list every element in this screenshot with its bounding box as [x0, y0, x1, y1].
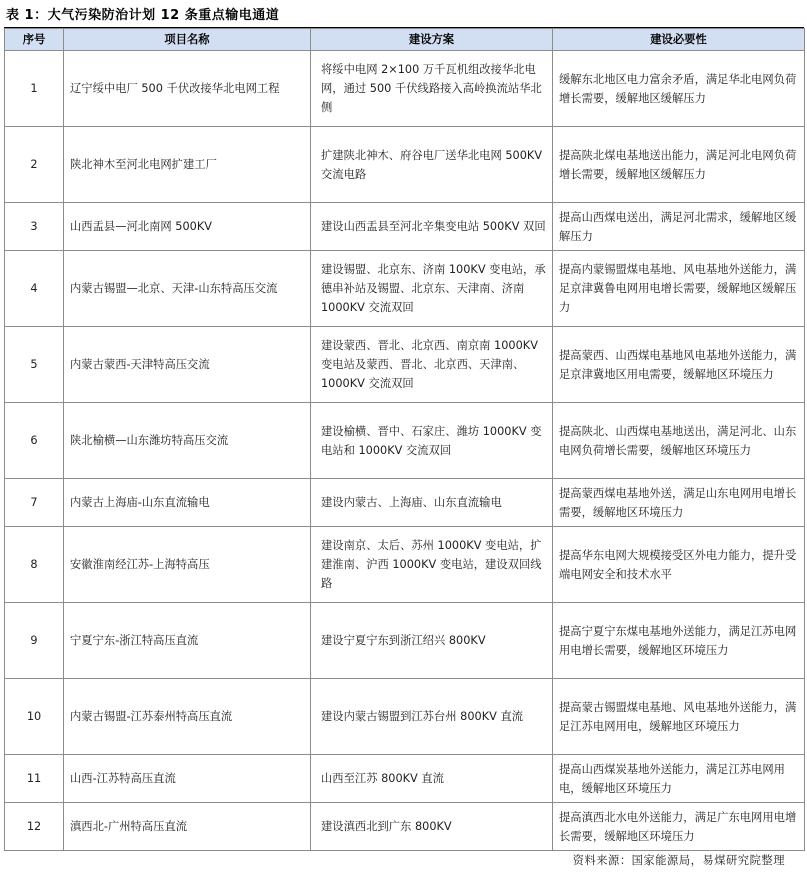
row-name: 山西盂县—河北南网 500KV [64, 203, 311, 251]
transmission-table [4, 28, 805, 851]
row-plan: 建设山西盂县至河北辛集变电站 500KV 双回 [311, 203, 553, 251]
row-plan: 建设内蒙古锡盟到江苏台州 800KV 直流 [311, 679, 553, 755]
row-reason: 提高宁夏宁东煤电基地外送能力，满足江苏电网用电增长需要，缓解地区环境压力 [553, 603, 805, 679]
row-reason: 提高内蒙锡盟煤电基地、风电基地外送能力，满足京津冀鲁电网用电增长需要，缓解地区缓解压力 [553, 251, 805, 327]
row-name: 滇西北-广州特高压直流 [64, 803, 311, 851]
row-name: 山西-江苏特高压直流 [64, 755, 311, 803]
row-name: 宁夏宁东-浙江特高压直流 [64, 603, 311, 679]
table-row [5, 603, 805, 679]
row-reason: 缓解东北地区电力富余矛盾，满足华北电网负荷增长需要，缓解地区缓解压力 [553, 51, 805, 127]
row-reason: 提高山西煤电送出，满足河北需求，缓解地区缓解压力 [553, 203, 805, 251]
row-index: 3 [5, 203, 64, 251]
header-row [5, 29, 805, 51]
table-row [5, 403, 805, 479]
row-name: 内蒙古锡盟-江苏泰州特高压直流 [64, 679, 311, 755]
row-plan: 建设蒙西、晋北、北京西、南京南 1000KV 变电站及蒙西、晋北、北京西、天津南、1000KV 交流双回 [311, 327, 553, 403]
row-reason: 提高蒙西煤电基地外送，满足山东电网用电增长需要，缓解地区环境压力 [553, 479, 805, 527]
row-plan: 建设锡盟、北京东、济南 100KV 变电站，承德串补站及锡盟、北京东、天津南、济南 1000KV 交流双回 [311, 251, 553, 327]
row-index: 9 [5, 603, 64, 679]
row-index: 10 [5, 679, 64, 755]
row-plan: 将绥中电网 2×100 万千瓦机组改接华北电网，通过 500 千伏线路接入高岭换流站华北侧 [311, 51, 553, 127]
header-name: 项目名称 [64, 29, 311, 51]
row-name: 安徽淮南经江苏-上海特高压 [64, 527, 311, 603]
row-reason: 提高滇西北水电外送能力，满足广东电网用电增长需要，缓解地区环境压力 [553, 803, 805, 851]
row-index: 4 [5, 251, 64, 327]
row-reason: 提高陕北、山西煤电基地送出，满足河北、山东电网负荷增长需要，缓解地区环境压力 [553, 403, 805, 479]
table-row [5, 527, 805, 603]
table-row [5, 51, 805, 127]
row-index: 12 [5, 803, 64, 851]
table-row [5, 679, 805, 755]
row-plan: 建设内蒙古、上海庙、山东直流输电 [311, 479, 553, 527]
row-reason: 提高蒙西、山西煤电基地风电基地外送能力，满足京津冀地区用电需要，缓解地区环境压力 [553, 327, 805, 403]
row-name: 内蒙古锡盟—北京、天津-山东特高压交流 [64, 251, 311, 327]
row-index: 8 [5, 527, 64, 603]
row-name: 辽宁绥中电厂 500 千伏改接华北电网工程 [64, 51, 311, 127]
row-plan: 建设宁夏宁东到浙江绍兴 800KV [311, 603, 553, 679]
table-row [5, 479, 805, 527]
row-reason: 提高华东电网大规模接受区外电力能力，提升受端电网安全和技术水平 [553, 527, 805, 603]
row-index: 11 [5, 755, 64, 803]
row-reason: 提高山西煤炭基地外送能力，满足江苏电网用电，缓解地区环境压力 [553, 755, 805, 803]
row-index: 7 [5, 479, 64, 527]
row-plan: 建设榆横、晋中、石家庄、潍坊 1000KV 变电站和 1000KV 交流双回 [311, 403, 553, 479]
row-plan: 建设滇西北到广东 800KV [311, 803, 553, 851]
row-name: 内蒙古蒙西-天津特高压交流 [64, 327, 311, 403]
row-reason: 提高蒙古锡盟煤电基地、风电基地外送能力，满足江苏电网用电，缓解地区环境压力 [553, 679, 805, 755]
header-plan: 建设方案 [311, 29, 553, 51]
row-name: 陕北神木至河北电网扩建工厂 [64, 127, 311, 203]
header-reason: 建设必要性 [553, 29, 805, 51]
row-plan: 扩建陕北神木、府谷电厂送华北电网 500KV 交流电路 [311, 127, 553, 203]
table-row [5, 251, 805, 327]
table-title: 表 1：大气污染防治计划 12 条重点输电通道 [6, 8, 280, 23]
row-index: 1 [5, 51, 64, 127]
table-row [5, 803, 805, 851]
row-name: 陕北榆横—山东潍坊特高压交流 [64, 403, 311, 479]
row-name: 内蒙古上海庙-山东直流输电 [64, 479, 311, 527]
table-row [5, 203, 805, 251]
row-index: 5 [5, 327, 64, 403]
table-row [5, 127, 805, 203]
row-plan: 山西至江苏 800KV 直流 [311, 755, 553, 803]
source-note: 资料来源：国家能源局，易煤研究院整理 [572, 854, 785, 867]
row-index: 2 [5, 127, 64, 203]
header-index: 序号 [5, 29, 64, 51]
row-reason: 提高陕北煤电基地送出能力，满足河北电网负荷增长需要，缓解地区缓解压力 [553, 127, 805, 203]
row-index: 6 [5, 403, 64, 479]
row-plan: 建设南京、太后、苏州 1000KV 变电站，扩建淮南、沪西 1000KV 变电站，建设双回线路 [311, 527, 553, 603]
table-row [5, 755, 805, 803]
table-row [5, 327, 805, 403]
